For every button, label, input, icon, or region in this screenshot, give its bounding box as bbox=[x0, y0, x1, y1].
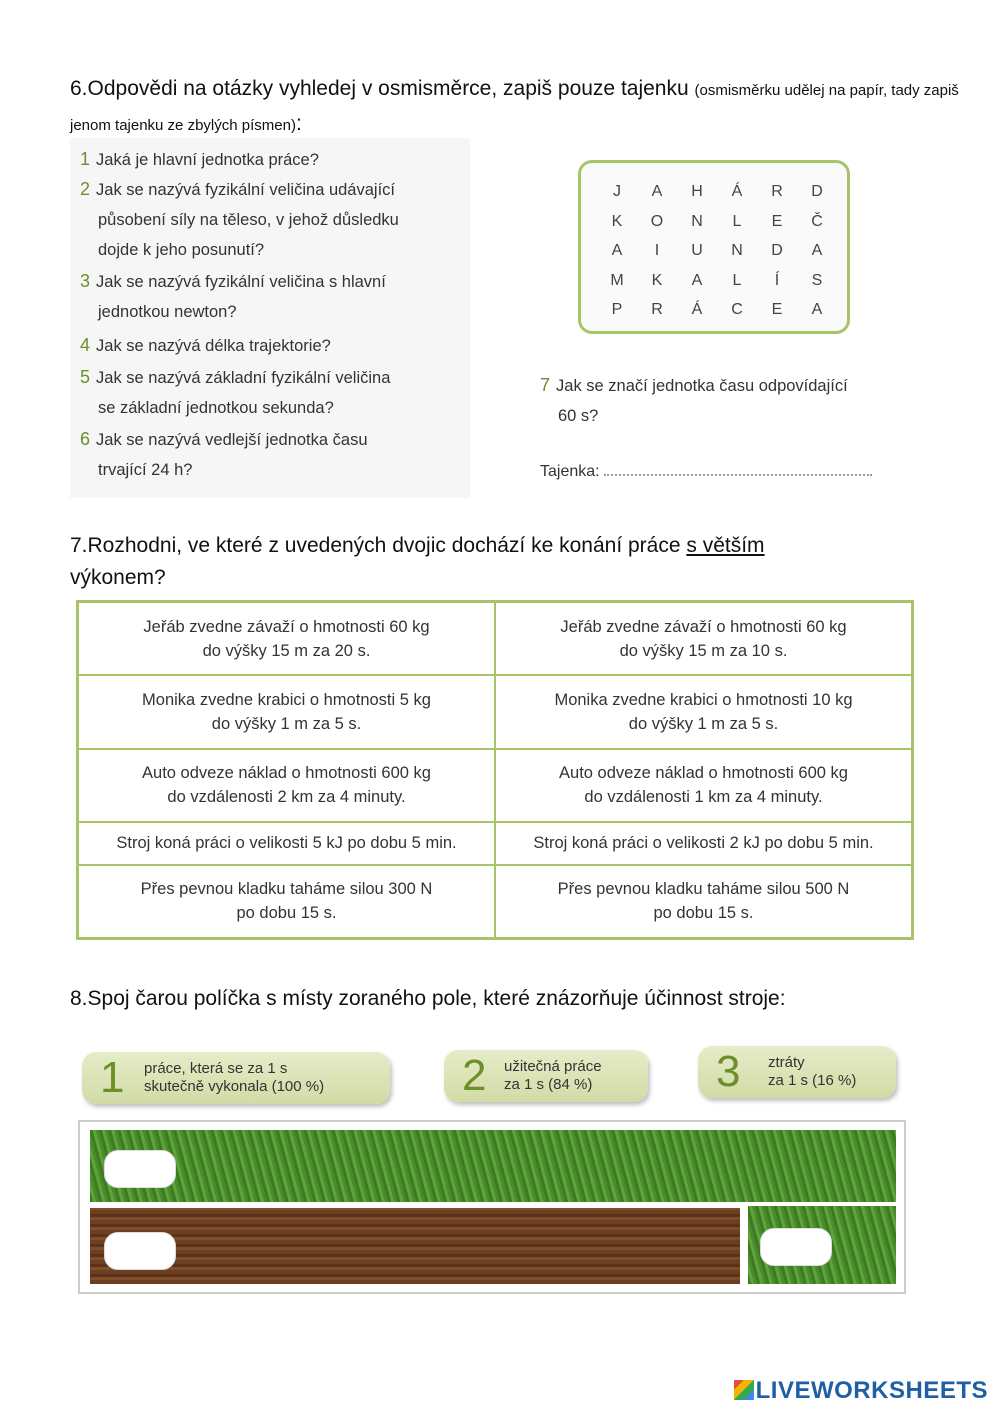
option-left[interactable] bbox=[78, 675, 496, 748]
pill-3[interactable] bbox=[698, 1046, 896, 1098]
grid-letter: L bbox=[732, 271, 742, 289]
pill-number: 2 bbox=[462, 1051, 487, 1100]
question-text: Jak se nazývá základní fyzikální veličina bbox=[96, 369, 391, 387]
pill-text: užitečná práce bbox=[504, 1058, 602, 1075]
option-line: Jeřáb zvedne závaží o hmotnosti 60 kg bbox=[560, 617, 847, 636]
section-6-title: 6.Odpovědi na otázky vyhledej v osmisměrce, zapiš pouze tajenku bbox=[70, 77, 689, 100]
comparison-table bbox=[76, 600, 914, 940]
pill-text: za 1 s (16 %) bbox=[768, 1072, 857, 1089]
grid-letter: R bbox=[651, 301, 663, 318]
pill-1[interactable] bbox=[82, 1052, 390, 1104]
question-number: 6 bbox=[80, 429, 91, 449]
question-text: Jak se nazývá fyzikální veličina s hlavní bbox=[96, 273, 386, 291]
question-3 bbox=[80, 266, 386, 327]
option-right[interactable] bbox=[495, 749, 913, 822]
question-text: Jak se nazývá délka trajektorie? bbox=[96, 337, 331, 355]
drop-target-2[interactable] bbox=[104, 1232, 176, 1270]
pill-text: práce, která se za 1 s bbox=[144, 1060, 288, 1077]
ploughed-strip-useful bbox=[90, 1208, 740, 1284]
grid-letter: Á bbox=[691, 301, 703, 318]
option-left[interactable] bbox=[78, 865, 496, 939]
grid-row bbox=[597, 295, 837, 325]
option-line: po dobu 15 s. bbox=[653, 904, 754, 923]
section-6-colon: : bbox=[295, 112, 302, 135]
grid-letter: A bbox=[691, 271, 703, 289]
option-left[interactable] bbox=[78, 749, 496, 822]
table-row bbox=[78, 602, 913, 676]
option-right[interactable] bbox=[495, 822, 913, 865]
section-7-title-end: výkonem? bbox=[70, 566, 166, 589]
option-left[interactable] bbox=[78, 822, 496, 865]
question-text: Jak se nazývá vedlejší jednotka času bbox=[96, 431, 368, 449]
question-text: Jaká je hlavní jednotka práce? bbox=[96, 151, 319, 169]
grid-letter: J bbox=[613, 183, 621, 200]
option-line: do vzdálenosti 2 km za 4 minuty. bbox=[167, 788, 406, 807]
option-line: Stroj koná práci o velikosti 5 kJ po dobu 5 min. bbox=[116, 834, 457, 853]
grid-row bbox=[597, 207, 837, 237]
table-row bbox=[78, 749, 913, 822]
grid-letter: C bbox=[731, 301, 743, 318]
question-2 bbox=[80, 174, 399, 265]
question-4 bbox=[80, 330, 331, 361]
option-line: Přes pevnou kladku taháme silou 500 N bbox=[557, 880, 850, 899]
option-right[interactable] bbox=[495, 675, 913, 748]
option-line: Auto odveze náklad o hmotnosti 600 kg bbox=[559, 764, 848, 783]
grid-letter: A bbox=[651, 183, 663, 200]
question-text: 60 s? bbox=[558, 407, 599, 425]
drop-target-3[interactable] bbox=[760, 1228, 832, 1266]
grid-letter: A bbox=[811, 301, 823, 318]
section-7-title: 7.Rozhodni, ve které z uvedených dvojic dochází ke konání práce bbox=[70, 534, 687, 557]
question-7 bbox=[540, 370, 890, 431]
grid-letter: A bbox=[811, 242, 823, 259]
grid-letter: K bbox=[651, 271, 663, 289]
tajenka-answer-field[interactable] bbox=[604, 460, 872, 476]
grid-row bbox=[597, 177, 837, 207]
grass-strip-total bbox=[90, 1130, 896, 1202]
question-text: jednotkou newton? bbox=[98, 303, 237, 321]
question-number: 5 bbox=[80, 367, 91, 387]
grid-row bbox=[597, 266, 837, 296]
grass-strip-loss bbox=[748, 1206, 896, 1284]
option-line: Stroj koná práci o velikosti 2 kJ po dobu 5 min. bbox=[533, 834, 874, 853]
brand-logo bbox=[734, 1377, 988, 1405]
question-5 bbox=[80, 362, 390, 423]
grid-letter: Á bbox=[731, 183, 743, 200]
pill-number: 1 bbox=[100, 1053, 125, 1102]
grid-letter: R bbox=[771, 183, 783, 200]
option-line: do vzdálenosti 1 km za 4 minuty. bbox=[584, 788, 823, 807]
grid-letter: P bbox=[611, 301, 623, 318]
pill-2[interactable] bbox=[444, 1050, 648, 1102]
brand-text: LIVEWORKSHEETS bbox=[755, 1377, 988, 1404]
section-6-note: (osmisměrku udělej na papír, tady zapiš jenom tajenku ze zbylých písmen) bbox=[70, 82, 959, 134]
section-7-underlined: s větším bbox=[686, 534, 765, 557]
section-6-heading bbox=[70, 72, 970, 142]
question-text: se základní jednotkou sekunda? bbox=[98, 399, 334, 417]
question-1 bbox=[80, 144, 319, 175]
question-number: 7 bbox=[540, 375, 551, 395]
option-line: Monika zvedne krabici o hmotnosti 5 kg bbox=[142, 690, 431, 709]
grid-letter: Í bbox=[774, 271, 780, 289]
table-row bbox=[78, 675, 913, 748]
grid-letter: H bbox=[691, 183, 703, 200]
option-line: do výšky 15 m za 20 s. bbox=[202, 641, 371, 660]
question-text: dojde k jeho posunutí? bbox=[98, 241, 265, 259]
grid-letter: O bbox=[650, 212, 664, 230]
grid-letter: K bbox=[611, 212, 623, 230]
grid-letter: E bbox=[771, 212, 783, 230]
pill-text: za 1 s (84 %) bbox=[504, 1076, 593, 1093]
pill-text: skutečně vykonala (100 %) bbox=[144, 1078, 325, 1095]
question-text: Jak se značí jednotka času odpovídající bbox=[556, 377, 848, 395]
question-number: 2 bbox=[80, 179, 91, 199]
questions-block bbox=[70, 138, 470, 498]
question-text: trvající 24 h? bbox=[98, 461, 193, 479]
letter-grid bbox=[597, 177, 837, 325]
grid-letter: E bbox=[771, 301, 783, 318]
tajenka-label: Tajenka: bbox=[540, 463, 600, 480]
section-7-heading bbox=[70, 530, 930, 594]
question-6 bbox=[80, 424, 368, 485]
option-line: Přes pevnou kladku taháme silou 300 N bbox=[140, 880, 433, 899]
option-line: po dobu 15 s. bbox=[236, 904, 337, 923]
table-row bbox=[78, 822, 913, 865]
option-line: do výšky 1 m za 5 s. bbox=[628, 714, 779, 733]
grid-letter: L bbox=[732, 212, 742, 230]
word-search-grid bbox=[578, 160, 850, 334]
brand-icon bbox=[734, 1380, 754, 1400]
grid-letter: D bbox=[771, 242, 783, 259]
question-number: 4 bbox=[80, 335, 91, 355]
grid-letter: M bbox=[610, 271, 624, 289]
pill-text: ztráty bbox=[768, 1054, 805, 1071]
option-right[interactable] bbox=[495, 602, 913, 676]
question-number: 3 bbox=[80, 271, 91, 291]
option-line: do výšky 15 m za 10 s. bbox=[619, 641, 788, 660]
grid-letter: Č bbox=[811, 212, 823, 230]
grid-letter: I bbox=[654, 242, 660, 259]
pill-number: 3 bbox=[716, 1047, 741, 1096]
grid-row bbox=[597, 236, 837, 266]
option-line: Jeřáb zvedne závaží o hmotnosti 60 kg bbox=[143, 617, 430, 636]
question-text: Jak se nazývá fyzikální veličina udávající bbox=[96, 181, 395, 199]
drop-target-1[interactable] bbox=[104, 1150, 176, 1188]
option-right[interactable] bbox=[495, 865, 913, 939]
option-line: Monika zvedne krabici o hmotnosti 10 kg bbox=[554, 690, 853, 709]
grid-letter: N bbox=[731, 242, 743, 259]
question-number: 1 bbox=[80, 149, 91, 169]
section-8-heading: 8.Spoj čarou políčka s místy zoraného pole, které znázorňuje účinnost stroje: bbox=[70, 987, 786, 1010]
option-line: do výšky 1 m za 5 s. bbox=[211, 714, 362, 733]
option-left[interactable] bbox=[78, 602, 496, 676]
tajenka-row bbox=[540, 460, 880, 481]
grid-letter: A bbox=[611, 242, 623, 259]
option-line: Auto odveze náklad o hmotnosti 600 kg bbox=[142, 764, 431, 783]
grid-letter: D bbox=[811, 183, 823, 200]
grid-letter: S bbox=[811, 271, 823, 289]
grid-letter: U bbox=[691, 242, 703, 259]
grid-letter: N bbox=[691, 212, 703, 230]
question-text: působení síly na těleso, v jehož důsledku bbox=[98, 211, 399, 229]
table-row bbox=[78, 865, 913, 939]
